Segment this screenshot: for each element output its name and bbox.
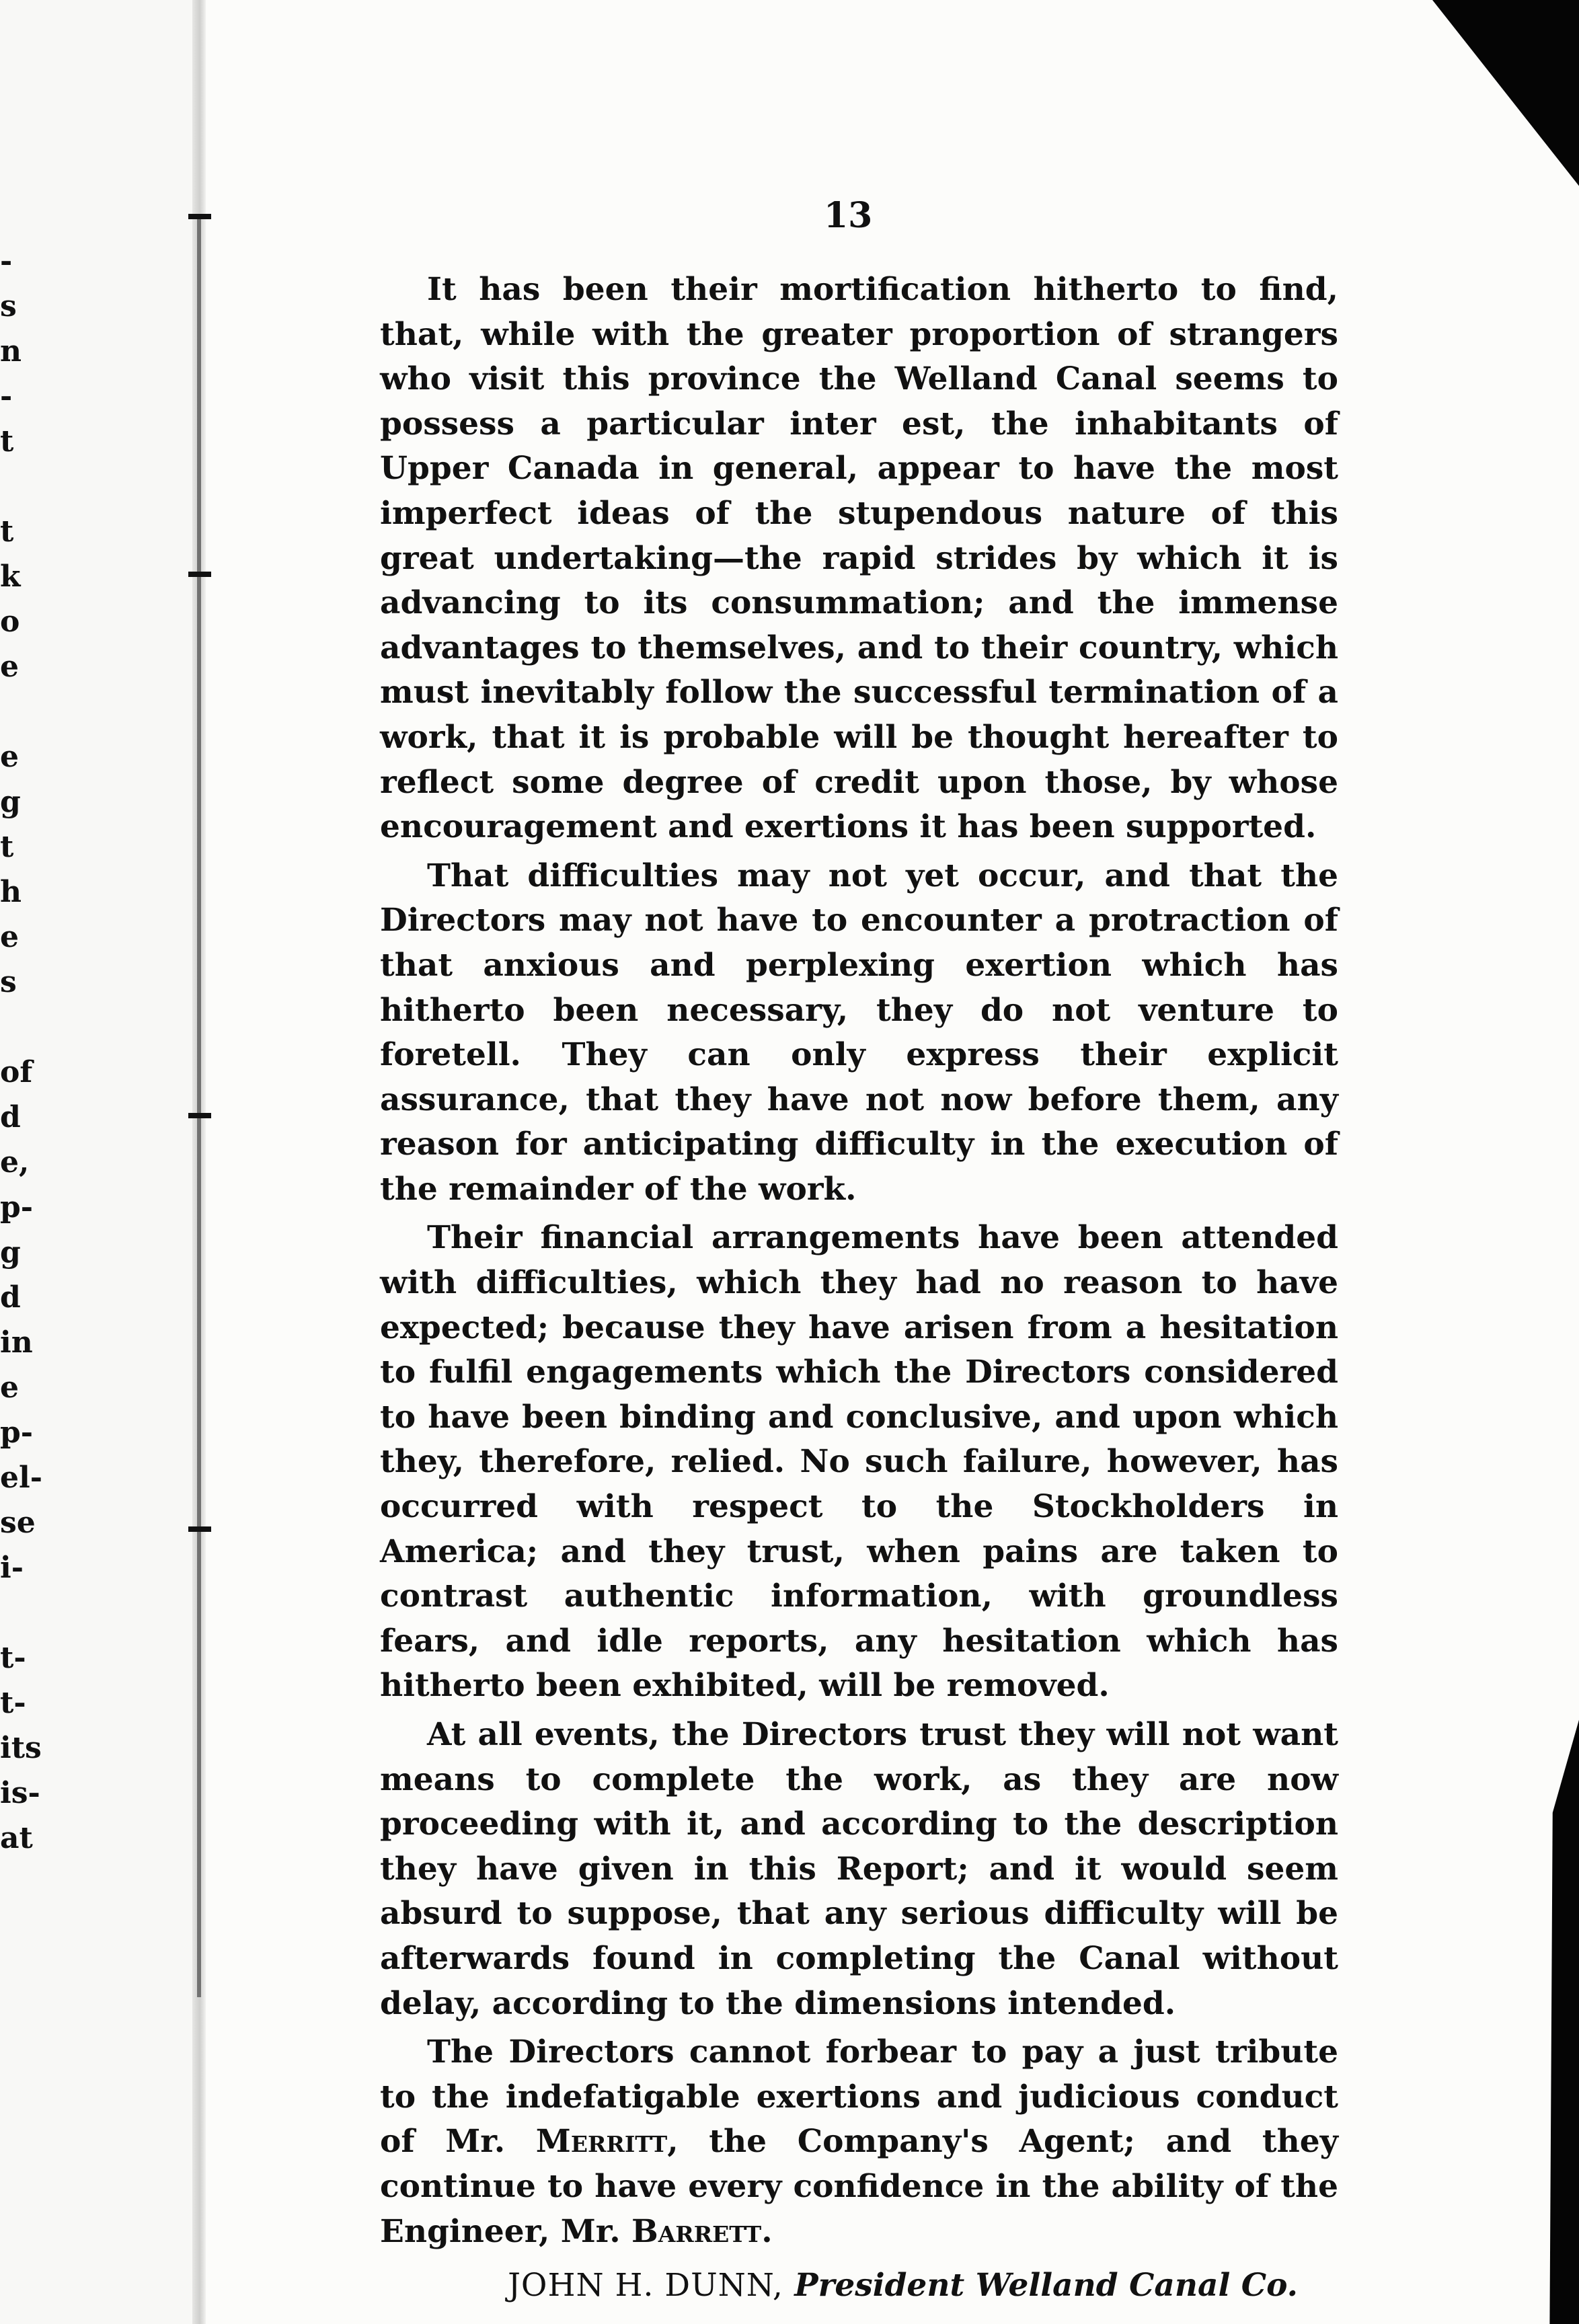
tribute-text-end: .	[761, 2212, 773, 2250]
facing-page-fragment: e	[0, 1370, 19, 1405]
facing-page-fragment: s	[0, 289, 17, 323]
facing-page-fragment: -	[0, 379, 13, 414]
facing-page-fragment: o	[0, 605, 20, 639]
tribute-text: The Directors cannot forbear to pay a just tribute to the indefatigable exertions and judicious conduct of Mr.	[380, 2034, 1338, 2161]
paragraph: Their financial arrangements have been attended with difficulties, which they had no reason to have expected; because they have arisen from a hesitation to fulfil engagements which the Directors considered to have been binding and conclusive, and upon which they, therefore, relied. No such failure, however, has occurred with respect to the Stockholders in America; and they trust, when pains are taken to contrast authentic information, with groundless fears, and idle reports, any hesitation which has hitherto been exhibited, will be removed.	[380, 1219, 1338, 1705]
binding-stitch	[188, 1526, 211, 1532]
facing-page-fragment: e	[0, 650, 19, 684]
facing-page-fragment: at	[0, 1821, 33, 1855]
paragraph: It has been their mortification hitherto to find, that, while with the greater proportion of strangers who visit this province the Welland Canal seems to possess a particular inter est, the inhabitants of Upper Canada in general, appear to have the most imperfect ideas of the stupendous nature of this great undertaking—the rapid strides by which it is advancing to its consummation; and the immense advantages to themselves, and to their country, which must inevitably follow the successful termination of a work, that it is probable will be thought hereafter to reflect some degree of credit upon those, by whose encouragement and exertions it has been supported.	[380, 271, 1338, 846]
tribute-text-middle: , the Company's Agent; and they continue to have every confidence in the ability of the Engineer, Mr.	[380, 2123, 1338, 2250]
binding-stitch	[188, 572, 211, 577]
signature	[380, 2263, 1338, 2309]
facing-page-fragment: -	[0, 244, 13, 278]
facing-page-fragment: k	[0, 559, 21, 594]
facing-page-fragment: t	[0, 514, 14, 549]
facing-page-fragment: e	[0, 920, 19, 954]
paragraph-tribute	[380, 2030, 1338, 2254]
facing-page-fragment	[0, 1590, 40, 1635]
facing-page-fragment: h	[0, 875, 22, 909]
facing-page-fragment: in	[0, 1325, 33, 1360]
signatory-title: President Welland Canal Co.	[794, 2267, 1298, 2304]
paragraph: At all events, the Directors trust they will not want means to complete the work, as they are now proceeding with it, and according to the description they have given in this Report; and it would seem absurd to suppose, that any serious difficulty will be afterwards found in completing the Canal without delay, according to the dimensions intended.	[380, 1716, 1338, 2022]
facing-page-fragment: d	[0, 1280, 21, 1315]
report-body	[380, 268, 1338, 2309]
page-number: 13	[824, 195, 873, 236]
facing-page-fragment: n	[0, 334, 22, 369]
facing-page-fragment: t	[0, 830, 14, 864]
facing-page-fragment: g	[0, 785, 21, 819]
facing-page-fragment: e,	[0, 1145, 30, 1179]
facing-page-fragment: its	[0, 1731, 42, 1765]
facing-page-fragment: of	[0, 1055, 33, 1089]
facing-page-fragment: t-	[0, 1641, 26, 1675]
signatory-name: JOHN H. DUNN,	[508, 2267, 783, 2304]
facing-page-fragment: el-	[0, 1461, 42, 1495]
facing-page-fragment: p-	[0, 1416, 34, 1450]
binding-stitch	[188, 1113, 211, 1118]
facing-page-fragment: d	[0, 1100, 21, 1134]
paragraph: That difficulties may not yet occur, and that the Directors may not have to encounter a protraction of that anxious and perplexing exertion which has hitherto been necessary, they do not venture to foretell. They can only express their explicit assurance, that they have not now before them, any reason for anticipating difficulty in the execution of the remainder of the work.	[380, 857, 1338, 1208]
facing-page-fragment: is-	[0, 1776, 40, 1810]
facing-page-fragment: i-	[0, 1551, 24, 1585]
facing-page-fragment: t-	[0, 1686, 26, 1720]
facing-page-fragment: s	[0, 965, 17, 999]
facing-page-fragment: e	[0, 740, 19, 774]
facing-page-fragment: p-	[0, 1190, 34, 1225]
facing-page-fragment	[0, 689, 40, 734]
name-merritt: Merritt	[535, 2123, 668, 2161]
facing-page-fragment: g	[0, 1235, 21, 1270]
facing-page-fragment: t	[0, 424, 14, 459]
facing-page-text-fragments	[0, 239, 40, 1861]
facing-page-fragment: se	[0, 1506, 36, 1540]
binding-thread	[197, 215, 201, 1997]
facing-page-fragment	[0, 464, 40, 509]
name-barrett: Barrett	[631, 2212, 762, 2250]
binding-stitch	[188, 214, 211, 219]
facing-page-fragment	[0, 1005, 40, 1050]
